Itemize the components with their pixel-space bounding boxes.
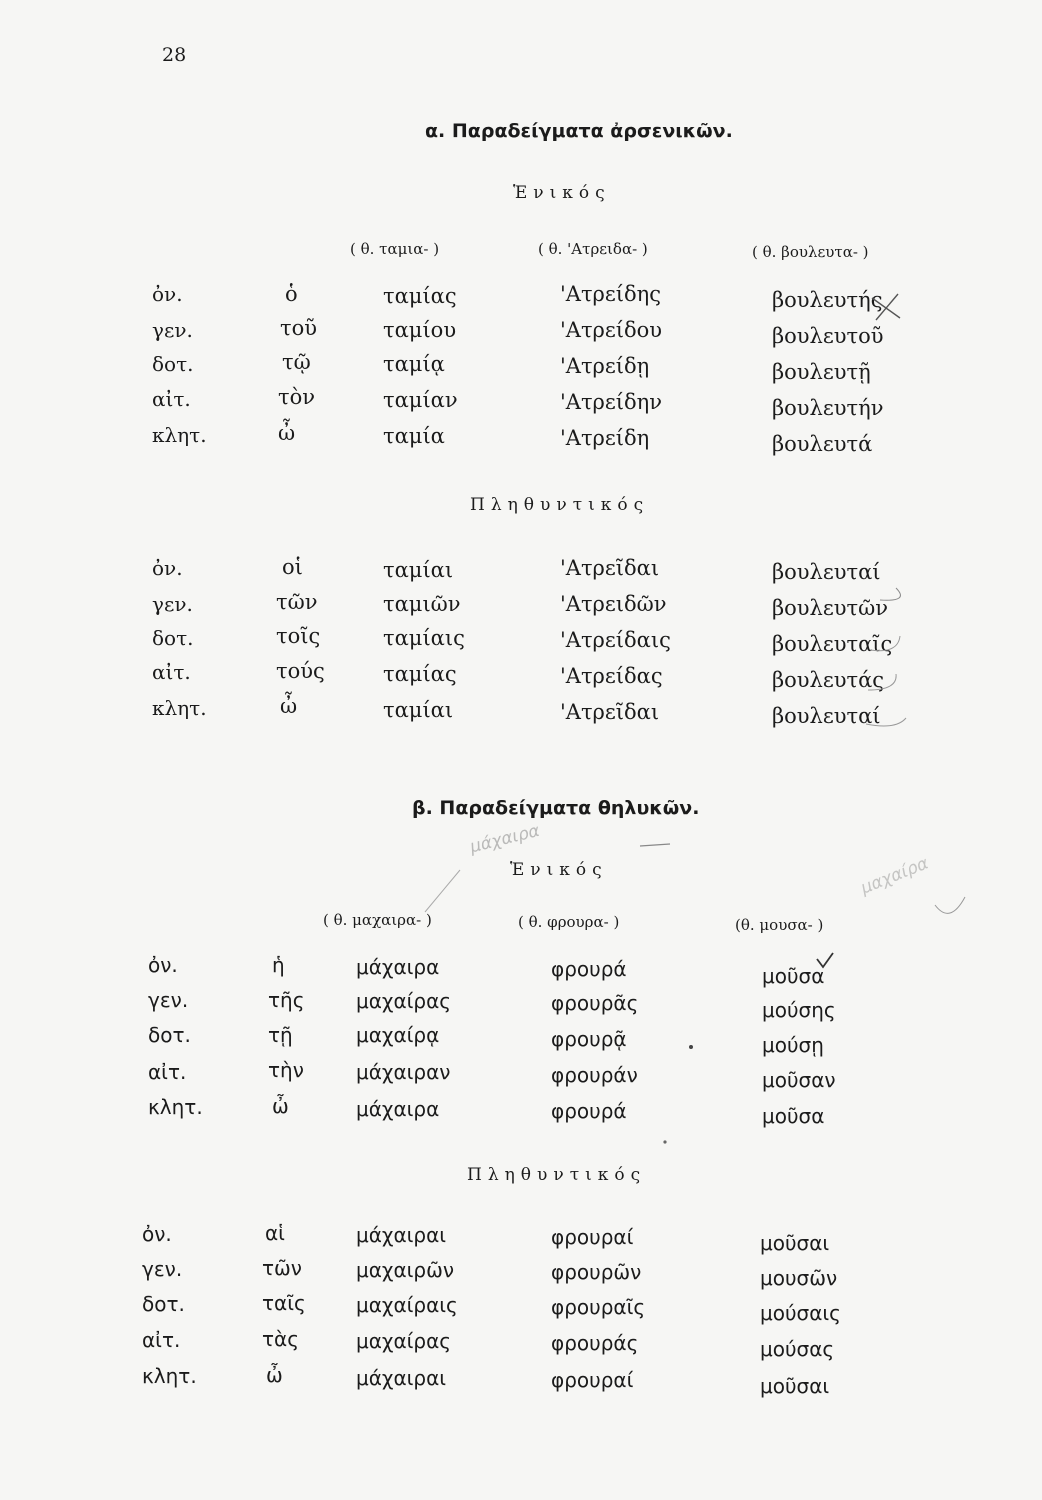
underline-stroke [868,674,896,690]
word-cell: φρουραί [551,1368,634,1392]
word-cell: ταμίας [383,662,457,686]
word-cell: βουλευτῶν [772,596,889,620]
word-cell: μοῦσα [762,964,825,988]
case-label: κλητ. [152,423,207,447]
word-cell: φρουράς [551,1331,639,1355]
word-cell: ταμίαις [383,626,465,650]
section-a-stem-1: ( θ. ταμια- ) [350,240,440,258]
word-cell: βουλευτῇ [772,360,871,384]
case-label: δοτ. [148,1023,191,1047]
section-a-plural-label: Πληθυντικός [470,495,650,515]
word-cell: μαχαίραις [356,1293,458,1317]
word-cell: μοῦσα [762,1104,825,1128]
word-cell: ταμιῶν [383,592,461,616]
underline-stroke [866,718,906,726]
article-cell: οἱ [282,555,303,579]
word-cell: μοῦσαν [762,1068,836,1092]
case-label: γεν. [152,318,193,342]
word-cell: μοῦσαι [760,1374,830,1398]
case-label: γεν. [148,988,189,1012]
word-cell: 'Ατρείδαις [560,628,671,652]
article-cell: ὁ [285,282,298,306]
word-cell: φρουρά [551,1099,627,1123]
article-cell: ὦ [266,1363,283,1387]
word-cell: φρουραί [551,1225,634,1249]
article-cell: ταῖς [262,1291,306,1315]
word-cell: μουσῶν [760,1266,838,1290]
word-cell: μάχαιραι [356,1366,447,1390]
word-cell: ταμίαι [383,698,454,722]
article-cell: αἱ [265,1221,285,1245]
word-cell: βουλευτής [772,288,883,312]
word-cell: 'Ατρείδης [560,282,662,306]
article-cell: τοῦ [280,316,318,340]
article-cell: ὦ [272,1094,289,1118]
article-cell: τοῖς [276,624,321,648]
article-cell: τὴν [268,1058,304,1082]
word-cell: ταμίαι [383,558,454,582]
dot-mark [689,1045,693,1049]
case-label: ὀν. [152,282,183,306]
case-label: ὀν. [148,953,178,977]
word-cell: 'Ατρείδη [560,426,650,450]
word-cell: 'Ατρεῖδαι [560,556,660,580]
word-cell: μοῦσαι [760,1231,830,1255]
word-cell: φρουρᾶς [551,991,639,1015]
word-cell: βουλευτά [772,432,873,456]
case-label: κλητ. [142,1364,197,1388]
word-cell: φρουράν [551,1063,638,1087]
case-label: αἰτ. [152,660,191,684]
article-cell: τῆς [268,988,305,1012]
word-cell: μάχαιρα [356,955,440,979]
pencil-note: μάχαιρα [468,820,542,858]
section-a-stem-3: ( θ. βουλευτα- ) [752,243,869,261]
article-cell: τῷ [282,350,311,374]
arrow-stroke [425,870,460,912]
case-label: δοτ. [152,626,194,650]
underline-stroke [870,636,900,651]
case-label: αἰτ. [142,1328,181,1352]
section-b-stem-1: ( θ. μαχαιρα- ) [323,911,432,929]
word-cell: ταμίου [383,318,457,342]
case-label: δοτ. [142,1292,185,1316]
word-cell: βουλευτήν [772,396,884,420]
word-cell: βουλευταῖς [772,632,893,656]
word-cell: μούσαις [760,1301,841,1325]
section-b-stem-2: ( θ. φρουρα- ) [518,913,620,931]
article-cell: τὸν [278,385,316,409]
case-label: κλητ. [148,1095,203,1119]
case-label: γεν. [142,1257,183,1281]
word-cell: μαχαιρῶν [356,1258,455,1282]
check-mark [817,953,833,967]
article-cell: τὰς [262,1327,299,1351]
x-mark [872,294,900,320]
word-cell: μούσῃ [762,1033,824,1057]
dash-stroke [640,844,670,846]
word-cell: ταμία [383,424,445,448]
dot-mark [663,1140,666,1143]
word-cell: μαχαίρᾳ [356,1023,440,1047]
word-cell: 'Ατρείδῃ [560,354,650,378]
case-label: ὀν. [142,1222,172,1246]
word-cell: βουλευτοῦ [772,324,884,348]
section-a-heading: α. Παραδείγματα ἀρσενικῶν. [425,120,733,142]
word-cell: 'Ατρειδῶν [560,592,667,616]
case-label: αἰτ. [148,1060,187,1084]
article-cell: τούς [276,659,325,683]
curve-stroke [935,897,965,913]
article-cell: τῶν [276,590,318,614]
word-cell: ταμίαν [383,388,458,412]
article-cell: ὦ [278,421,296,445]
word-cell: φρουρᾷ [551,1027,627,1051]
page-number: 28 [162,44,187,66]
word-cell: βουλευτάς [772,668,885,692]
section-b-plural-label: Πληθυντικός [467,1165,647,1185]
word-cell: 'Ατρείδην [560,390,663,414]
section-b-heading: β. Παραδείγματα θηλυκῶν. [412,797,700,819]
section-b-stem-3: (θ. μουσα- ) [735,916,824,934]
word-cell: φρουρῶν [551,1260,642,1284]
word-cell: φρουρά [551,957,627,981]
word-cell: βουλευταί [772,560,881,584]
case-label: γεν. [152,592,193,616]
article-cell: ὦ [280,694,298,718]
word-cell: μούσας [760,1337,835,1361]
word-cell: 'Ατρεῖδαι [560,700,660,724]
pencil-note: μαχαίρα [858,853,932,899]
case-label: δοτ. [152,352,194,376]
article-cell: ἡ [272,953,285,977]
case-label: ὀν. [152,556,183,580]
word-cell: μαχαίρας [356,989,452,1013]
word-cell: μούσης [762,998,836,1022]
word-cell: μαχαίρας [356,1329,452,1353]
case-label: αἰτ. [152,387,191,411]
article-cell: τῇ [268,1023,293,1047]
section-a-stem-2: ( θ. 'Ατρειδα- ) [538,240,648,258]
word-cell: ταμίᾳ [383,352,445,376]
word-cell: ταμίας [383,284,457,308]
word-cell: βουλευταί [772,704,881,728]
word-cell: 'Ατρείδας [560,664,663,688]
section-b-singular-label: Ἑνικός [510,860,608,880]
case-label: κλητ. [152,696,207,720]
word-cell: 'Ατρείδου [560,318,663,342]
word-cell: φρουραῖς [551,1295,646,1319]
underline-stroke [880,588,900,600]
word-cell: μάχαιρα [356,1097,440,1121]
word-cell: μάχαιραν [356,1060,451,1084]
word-cell: μάχαιραι [356,1223,447,1247]
article-cell: τῶν [262,1256,302,1280]
section-a-singular-label: Ἑνικός [513,183,611,203]
